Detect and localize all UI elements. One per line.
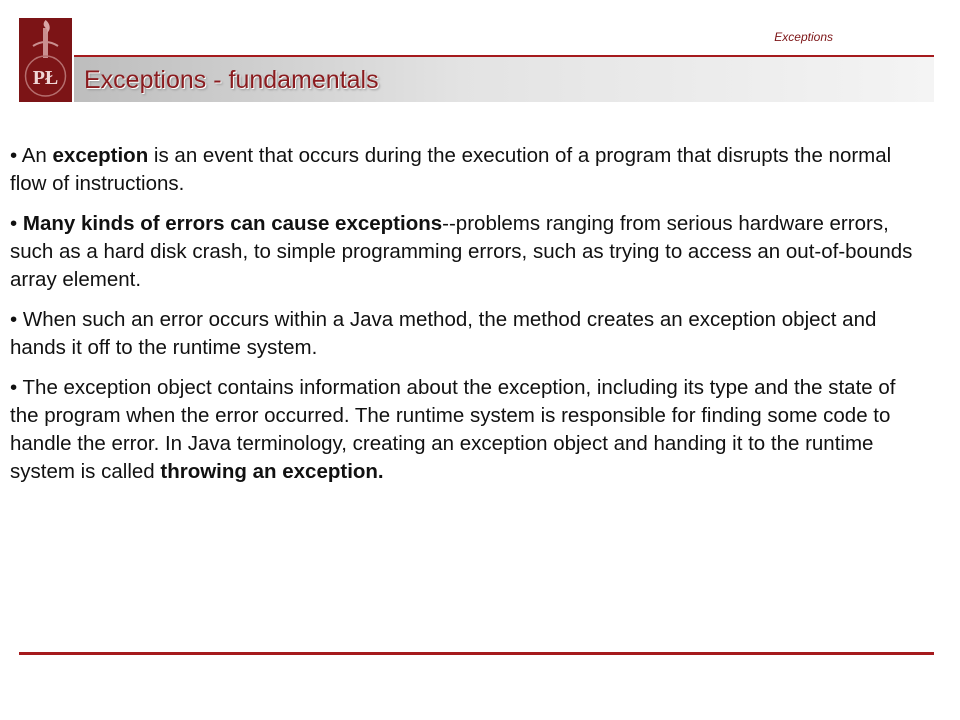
bullet-paragraph	[10, 306, 925, 362]
body-text: is an event that occurs during the execution of a program that disrupts the normal flow of instructions.	[10, 144, 892, 195]
university-logo	[19, 18, 72, 102]
bullet-marker: •	[10, 144, 22, 167]
slide-body	[10, 142, 925, 498]
bullet-marker: •	[10, 212, 23, 235]
emphasis-text: exception	[52, 144, 149, 167]
bullet-marker: •	[10, 308, 23, 331]
body-text: --problems ranging from serious hardware errors, such as a hard disk crash, to simple programming errors, such as trying to access an out-of-bounds array element.	[10, 212, 913, 291]
section-label: Exceptions	[774, 30, 833, 44]
body-text: An	[21, 144, 53, 167]
footer-divider	[19, 652, 934, 655]
slide-title: Exceptions - fundamentals	[84, 66, 379, 94]
bullet-paragraph	[10, 142, 925, 198]
bullet-marker: •	[10, 376, 23, 399]
logo-letters: PŁ	[32, 67, 59, 89]
body-text: The exception object contains information about the exception, including its type and the state of the program when the error occurred. The runtime system is responsible for finding some code to handle the error. In Java terminology, creating an exception object and handing it to the runtime system is called	[10, 376, 896, 483]
bullet-paragraph	[10, 210, 925, 294]
bullet-paragraph	[10, 374, 925, 486]
emphasis-text: Many kinds of errors can cause exceptions	[22, 212, 443, 235]
emphasis-text: throwing an exception.	[160, 460, 384, 483]
body-text: When such an error occurs within a Java method, the method creates an exception object and hands it off to the runtime system.	[10, 308, 877, 359]
